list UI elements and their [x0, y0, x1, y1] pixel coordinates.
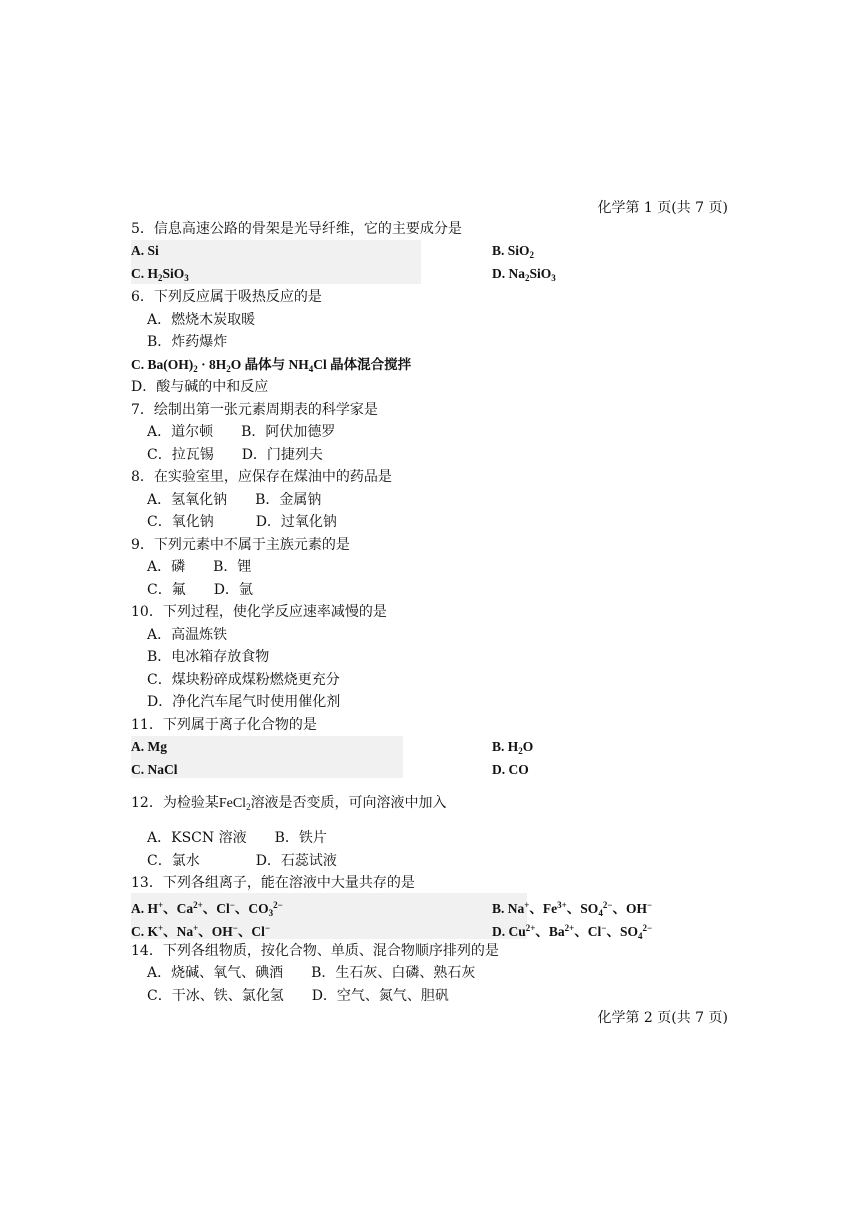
- q14-options-ab: A．烧碱、氧气、碘酒 B．生石灰、白磷、熟石灰: [147, 965, 476, 981]
- q5-options-cd: C. $H_2SiO_3$ D. $Na_2SiO_3$: [131, 266, 556, 283]
- q6-option-c: C. $Ba(OH)_2 \cdot 8H_2O$ 晶体与 $NH_4Cl$ 晶体混合搅拌: [131, 357, 412, 374]
- q7-options-cd: C．拉瓦锡 D．门捷列夫: [147, 447, 323, 463]
- q8-options-ab: A．氢氧化钠 B．金属钠: [147, 492, 322, 508]
- q10-option-b: B．电冰箱存放食物: [147, 649, 270, 665]
- q7-options-ab: A．道尔顿 B．阿伏加德罗: [147, 424, 336, 440]
- question-5: 5．信息高速公路的骨架是光导纤维，它的主要成分是: [131, 221, 462, 237]
- q11-option-b: B. $H_2O$: [492, 739, 534, 756]
- question-6: 6．下列反应属于吸热反应的是: [131, 289, 322, 305]
- q11-option-d: D. CO: [492, 762, 529, 777]
- q9-options-cd: C．氟 D．氩: [147, 582, 253, 598]
- q13-options-ab: A. H+、$Ca^{2+}$、Cl−、$CO_3^{2-}$ B. Na+、$Fe^{3+}$、$SO_4^{2-}$、OH−: [131, 900, 653, 918]
- q9-options-ab: A．磷 B．锂: [147, 559, 252, 575]
- q10-option-a: A．高温炼铁: [147, 627, 228, 643]
- q12-options-cd: C．氯水 D．石蕊试液: [147, 853, 337, 869]
- question-7: 7．绘制出第一张元素周期表的科学家是: [131, 402, 378, 418]
- q5-options-ab: A. Si B. SiO$_2$: [131, 243, 535, 260]
- q6-option-d: D．酸与碱的中和反应: [131, 379, 269, 395]
- q11-options-ab: [131, 737, 534, 757]
- q6-option-a: A．燃烧木炭取暖: [147, 312, 256, 328]
- q11-option-a: A. Mg: [131, 739, 167, 754]
- q13-options-cd: C. K+、Na+、OH−、Cl− D. $Cu^{2+}$、$Ba^{2+}$、Cl−、$SO_4^{2-}$: [131, 923, 653, 941]
- question-12: [131, 793, 447, 817]
- q12-stem-end: 溶液是否变质，可向溶液中加入: [250, 795, 447, 811]
- q10-option-d: D．净化汽车尾气时使用催化剂: [147, 694, 341, 710]
- question-14: 14．下列各组物质，按化合物、单质、混合物顺序排列的是: [131, 943, 499, 959]
- question-11: 11．下列属于离子化合物的是: [131, 717, 317, 733]
- q10-option-c: C．煤块粉碎成煤粉燃烧更充分: [147, 672, 340, 688]
- q12-options-ab: A．KSCN 溶液 B．铁片: [147, 830, 327, 846]
- question-10: 10．下列过程，使化学反应速率减慢的是: [131, 604, 387, 620]
- question-13: 13．下列各组离子，能在溶液中大量共存的是: [131, 875, 415, 891]
- question-8: 8．在实验室里，应保存在煤油中的药品是: [131, 469, 392, 485]
- q12-stem-start: 12．为检验某: [131, 795, 219, 811]
- page-footer-1: 化学第 1 页(共 7 页): [597, 200, 728, 216]
- q11-options-cd: [131, 760, 529, 780]
- q8-options-cd: C．氧化钠 D．过氧化钠: [147, 514, 337, 530]
- q14-options-cd: C．干冰、铁、氯化氢 D．空气、氮气、胆矾: [147, 988, 449, 1004]
- q6-option-b: B．炸药爆炸: [147, 334, 228, 350]
- page-footer-2: 化学第 2 页(共 7 页): [597, 1010, 728, 1026]
- question-9: 9．下列元素中不属于主族元素的是: [131, 537, 350, 553]
- q11-option-c: C. NaCl: [131, 762, 178, 777]
- formula-fecl2: FeCl$_2$: [218, 796, 251, 812]
